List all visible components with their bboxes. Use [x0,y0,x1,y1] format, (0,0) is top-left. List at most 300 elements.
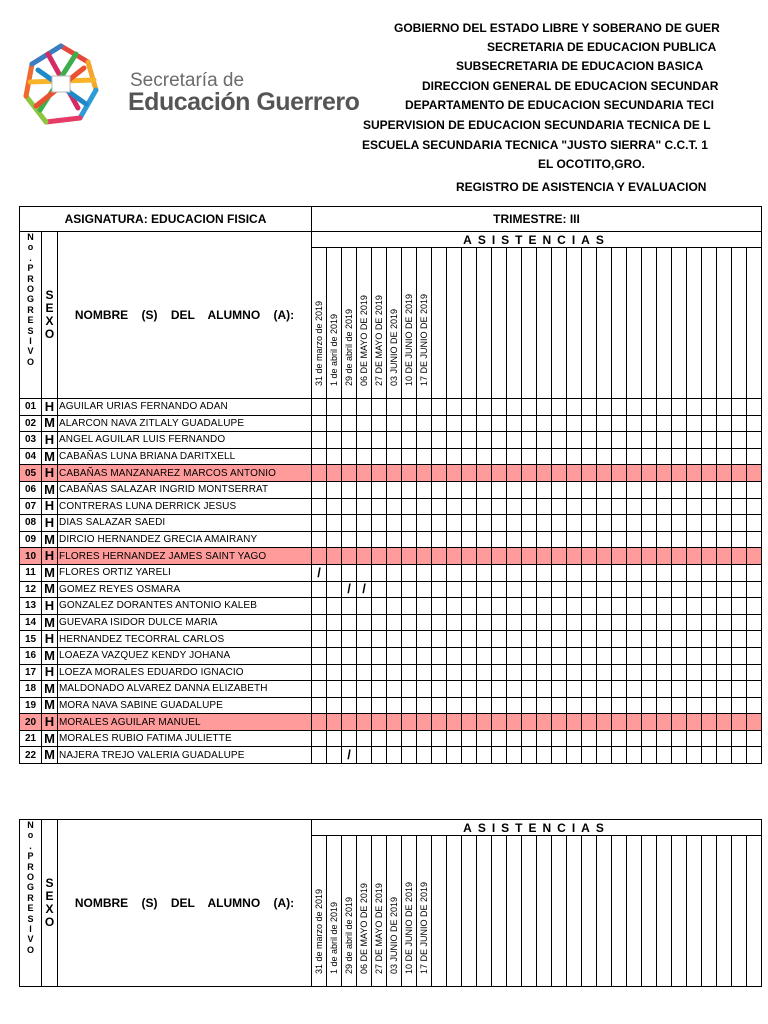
date-column-header [312,248,327,399]
student-name: NAJERA TREJO VALERIA GUADALUPE [58,747,312,764]
date-label: 17 DE JUNIO DE 2019 [419,881,429,974]
attendance-cell [312,515,327,532]
attendance-cell [717,681,732,698]
attendance-cell [492,681,507,698]
attendance-cell [447,730,462,747]
student-number: 22 [20,747,42,764]
attendance-cell [342,498,357,515]
empty-date-column [687,836,702,987]
attendance-cell [432,631,447,648]
attendance-cell [702,531,717,548]
attendance-cell [387,664,402,681]
attendance-cell [462,631,477,648]
attendance-cell [417,399,432,416]
attendance-cell [702,548,717,565]
attendance-cell [507,548,522,565]
attendance-cell [447,399,462,416]
attendance-cell [747,664,762,681]
attendance-cell [402,664,417,681]
student-name: FLORES HERNANDEZ JAMES SAINT YAGO [58,548,312,565]
attendance-cell [732,498,747,515]
attendance-cell [537,581,552,598]
attendance-cell [687,681,702,698]
attendance-cell [627,415,642,432]
date-label: 1 de abril de 2019 [329,901,339,974]
student-name: ANGEL AGUILAR LUIS FERNANDO [58,432,312,449]
attendance-cell [537,730,552,747]
attendance-cell [342,598,357,615]
attendance-cell [507,515,522,532]
student-sex: M [42,531,58,548]
attendance-cell [747,564,762,581]
attendance-cell [507,465,522,482]
attendance-cell [747,481,762,498]
date-label: 29 de abril de 2019 [344,896,354,974]
attendance-cell [702,614,717,631]
student-name: DIAS SALAZAR SAEDI [58,515,312,532]
student-name: LOEZA MORALES EDUARDO IGNACIO [58,664,312,681]
attendance-cell [492,714,507,731]
attendance-cell [597,548,612,565]
attendance-cell [522,730,537,747]
attendance-cell [702,415,717,432]
attendance-cell [537,548,552,565]
attendance-cell [477,498,492,515]
attendance-cell [732,598,747,615]
attendance-cell [462,681,477,698]
attendance-cell [567,498,582,515]
date-label: 03 JUNIO DE 2019 [389,896,399,974]
attendance-cell [597,730,612,747]
attendance-cell [327,432,342,449]
attendance-cell [732,564,747,581]
attendance-cell [327,531,342,548]
attendance-cell [402,415,417,432]
attendance-cell [507,681,522,698]
attendance-cell [357,714,372,731]
attendance-cell [627,581,642,598]
attendance-cell [552,631,567,648]
attendance-cell [537,481,552,498]
attendance-cell [717,399,732,416]
attendance-cell [732,399,747,416]
attendance-cell [417,714,432,731]
attendance-cell [627,614,642,631]
attendance-cell [702,697,717,714]
attendance-cell [357,531,372,548]
attendance-table-2 [19,819,762,987]
asistencias-header: ASISTENCIAS [312,232,762,248]
attendance-cell [552,598,567,615]
attendance-cell [372,548,387,565]
student-name: CABAÑAS LUNA BRIANA DARITXELL [58,448,312,465]
empty-date-column [672,248,687,399]
attendance-cell [612,465,627,482]
date-label: 31 de marzo de 2019 [314,888,324,974]
attendance-cell [312,448,327,465]
date-column-header [402,248,417,399]
attendance-cell [447,515,462,532]
attendance-cell [657,647,672,664]
attendance-cell [642,481,657,498]
attendance-cell [717,465,732,482]
attendance-cell [522,465,537,482]
student-row [20,399,762,416]
attendance-cell [582,465,597,482]
attendance-cell [432,747,447,764]
attendance-cell [357,498,372,515]
attendance-cell [687,415,702,432]
empty-date-column [462,248,477,399]
attendance-cell [507,432,522,449]
attendance-cell [402,465,417,482]
attendance-cell [732,681,747,698]
attendance-cell [582,531,597,548]
attendance-cell [477,548,492,565]
attendance-cell [462,598,477,615]
attendance-cell [657,697,672,714]
student-name: GOMEZ REYES OSMARA [58,581,312,598]
attendance-cell [372,747,387,764]
attendance-cell [417,564,432,581]
attendance-cell [552,498,567,515]
attendance-cell [462,515,477,532]
student-name: AGUILAR URIAS FERNANDO ADAN [58,399,312,416]
attendance-cell [402,531,417,548]
attendance-cell [357,697,372,714]
attendance-cell [717,697,732,714]
attendance-cell [642,581,657,598]
attendance-cell [717,714,732,731]
attendance-cell [642,515,657,532]
attendance-cell [447,747,462,764]
attendance-cell [597,481,612,498]
attendance-cell [747,581,762,598]
attendance-cell [312,581,327,598]
attendance-cell [447,664,462,681]
student-number: 09 [20,531,42,548]
attendance-cell [627,631,642,648]
attendance-cell [342,465,357,482]
student-number: 18 [20,681,42,698]
attendance-cell [567,564,582,581]
attendance-cell [492,581,507,598]
attendance-cell [657,581,672,598]
header-line-1: GOBIERNO DEL ESTADO LIBRE Y SOBERANO DE GUER [394,21,720,35]
attendance-cell [402,432,417,449]
date-label: 03 JUNIO DE 2019 [389,308,399,386]
attendance-cell [492,448,507,465]
attendance-cell [402,598,417,615]
attendance-cell [747,531,762,548]
empty-date-column [447,836,462,987]
student-name: MORA NAVA SABINE GUADALUPE [58,697,312,714]
attendance-cell [402,498,417,515]
empty-date-column [522,836,537,987]
attendance-cell [447,415,462,432]
attendance-cell [492,697,507,714]
attendance-cell [312,415,327,432]
attendance-cell [567,697,582,714]
attendance-cell [612,614,627,631]
attendance-cell [462,697,477,714]
attendance-cell [477,664,492,681]
attendance-cell [552,664,567,681]
empty-date-column [507,248,522,399]
attendance-cell [357,515,372,532]
attendance-cell [687,432,702,449]
attendance-cell [387,564,402,581]
attendance-cell [732,697,747,714]
attendance-cell [342,614,357,631]
attendance-cell [507,581,522,598]
attendance-cell [417,614,432,631]
attendance-cell [327,647,342,664]
attendance-cell [717,598,732,615]
attendance-cell [672,498,687,515]
attendance-cell [477,581,492,598]
attendance-cell [732,415,747,432]
attendance-cell [612,531,627,548]
attendance-cell [597,515,612,532]
attendance-cell [537,647,552,664]
attendance-cell [462,465,477,482]
student-sex: H [42,664,58,681]
attendance-cell [402,714,417,731]
attendance-cell [447,448,462,465]
attendance-cell [537,415,552,432]
attendance-cell [627,399,642,416]
attendance-cell [417,747,432,764]
attendance-cell [402,399,417,416]
attendance-cell [462,415,477,432]
attendance-cell [372,399,387,416]
attendance-cell [417,598,432,615]
date-column-header [327,836,342,987]
attendance-cell [462,531,477,548]
attendance-cell [582,598,597,615]
attendance-cell [327,481,342,498]
attendance-cell [342,415,357,432]
attendance-mark: / [312,564,327,581]
student-number: 20 [20,714,42,731]
attendance-cell [522,531,537,548]
student-number: 11 [20,564,42,581]
attendance-cell [402,681,417,698]
attendance-cell [447,498,462,515]
student-name: GUEVARA ISIDOR DULCE MARIA [58,614,312,631]
attendance-cell [702,481,717,498]
attendance-cell [702,598,717,615]
attendance-cell [402,730,417,747]
attendance-cell [642,730,657,747]
attendance-cell [732,647,747,664]
attendance-cell [657,614,672,631]
attendance-cell [702,465,717,482]
attendance-cell [597,598,612,615]
empty-date-column [732,836,747,987]
attendance-cell [342,664,357,681]
attendance-cell [477,415,492,432]
attendance-cell [387,614,402,631]
attendance-cell [717,581,732,598]
attendance-cell [702,647,717,664]
attendance-cell [687,598,702,615]
attendance-cell [747,647,762,664]
attendance-cell [597,498,612,515]
attendance-cell [687,448,702,465]
attendance-cell [372,564,387,581]
attendance-cell [492,531,507,548]
attendance-cell [672,564,687,581]
attendance-cell [582,714,597,731]
attendance-cell [477,564,492,581]
attendance-cell [522,498,537,515]
attendance-cell [417,465,432,482]
attendance-cell [537,448,552,465]
student-row [20,548,762,565]
attendance-cell [747,415,762,432]
attendance-cell [342,730,357,747]
attendance-cell [357,631,372,648]
attendance-cell [657,730,672,747]
date-label: 06 DE MAYO DE 2019 [359,883,369,974]
attendance-cell [687,730,702,747]
attendance-cell [432,564,447,581]
attendance-cell [417,515,432,532]
student-row [20,747,762,764]
attendance-cell [702,747,717,764]
attendance-cell [507,730,522,747]
attendance-cell [687,465,702,482]
attendance-cell [357,564,372,581]
attendance-cell [612,548,627,565]
attendance-cell [417,415,432,432]
attendance-cell [447,598,462,615]
attendance-cell [687,664,702,681]
attendance-cell [387,498,402,515]
attendance-cell [642,415,657,432]
attendance-cell [672,515,687,532]
empty-date-column [567,836,582,987]
attendance-cell [582,481,597,498]
attendance-cell [702,515,717,532]
attendance-cell [507,498,522,515]
student-sex: M [42,614,58,631]
attendance-cell [327,515,342,532]
student-number: 05 [20,465,42,482]
attendance-cell [447,714,462,731]
attendance-cell [342,631,357,648]
attendance-cell [402,747,417,764]
attendance-cell [462,432,477,449]
student-row [20,498,762,515]
attendance-cell [537,515,552,532]
attendance-cell [447,465,462,482]
attendance-cell [717,564,732,581]
attendance-cell [582,498,597,515]
attendance-cell [327,681,342,698]
attendance-cell [492,498,507,515]
attendance-cell [612,399,627,416]
attendance-cell [582,647,597,664]
attendance-cell [582,614,597,631]
student-row [20,647,762,664]
attendance-cell [477,614,492,631]
attendance-cell [747,730,762,747]
logo-text-secretaria: Secretaría de [130,70,245,91]
attendance-cell [552,548,567,565]
attendance-cell [492,631,507,648]
attendance-cell [597,631,612,648]
attendance-cell [612,697,627,714]
attendance-cell [702,498,717,515]
attendance-cell [747,631,762,648]
attendance-cell [732,515,747,532]
attendance-cell [312,465,327,482]
attendance-cell [702,432,717,449]
student-name: DIRCIO HERNANDEZ GRECIA AMAIRANY [58,531,312,548]
empty-date-column [537,836,552,987]
attendance-cell [552,432,567,449]
attendance-cell [477,598,492,615]
attendance-cell [552,465,567,482]
attendance-cell [597,432,612,449]
attendance-cell [387,714,402,731]
attendance-cell [732,631,747,648]
attendance-cell [537,432,552,449]
attendance-cell [627,564,642,581]
attendance-cell [492,747,507,764]
attendance-cell [507,614,522,631]
attendance-cell [477,515,492,532]
attendance-cell [327,564,342,581]
student-row [20,448,762,465]
attendance-cell [612,448,627,465]
attendance-cell [522,548,537,565]
attendance-cell [417,481,432,498]
attendance-cell [477,681,492,698]
empty-date-column [642,836,657,987]
attendance-cell [327,714,342,731]
attendance-cell [462,730,477,747]
attendance-cell [522,681,537,698]
student-row [20,631,762,648]
attendance-cell [342,564,357,581]
attendance-cell [387,465,402,482]
attendance-cell [492,399,507,416]
attendance-cell [432,432,447,449]
attendance-cell [372,614,387,631]
empty-date-column [612,248,627,399]
empty-date-column [507,836,522,987]
attendance-cell [747,714,762,731]
attendance-cell [642,681,657,698]
attendance-cell [627,598,642,615]
attendance-cell [507,647,522,664]
student-row [20,697,762,714]
attendance-cell [432,681,447,698]
attendance-cell [387,697,402,714]
date-column-header [342,836,357,987]
attendance-cell [342,697,357,714]
attendance-cell [522,448,537,465]
attendance-cell [657,515,672,532]
attendance-cell [582,448,597,465]
attendance-cell [462,614,477,631]
attendance-mark: / [357,581,372,598]
attendance-cell [642,664,657,681]
